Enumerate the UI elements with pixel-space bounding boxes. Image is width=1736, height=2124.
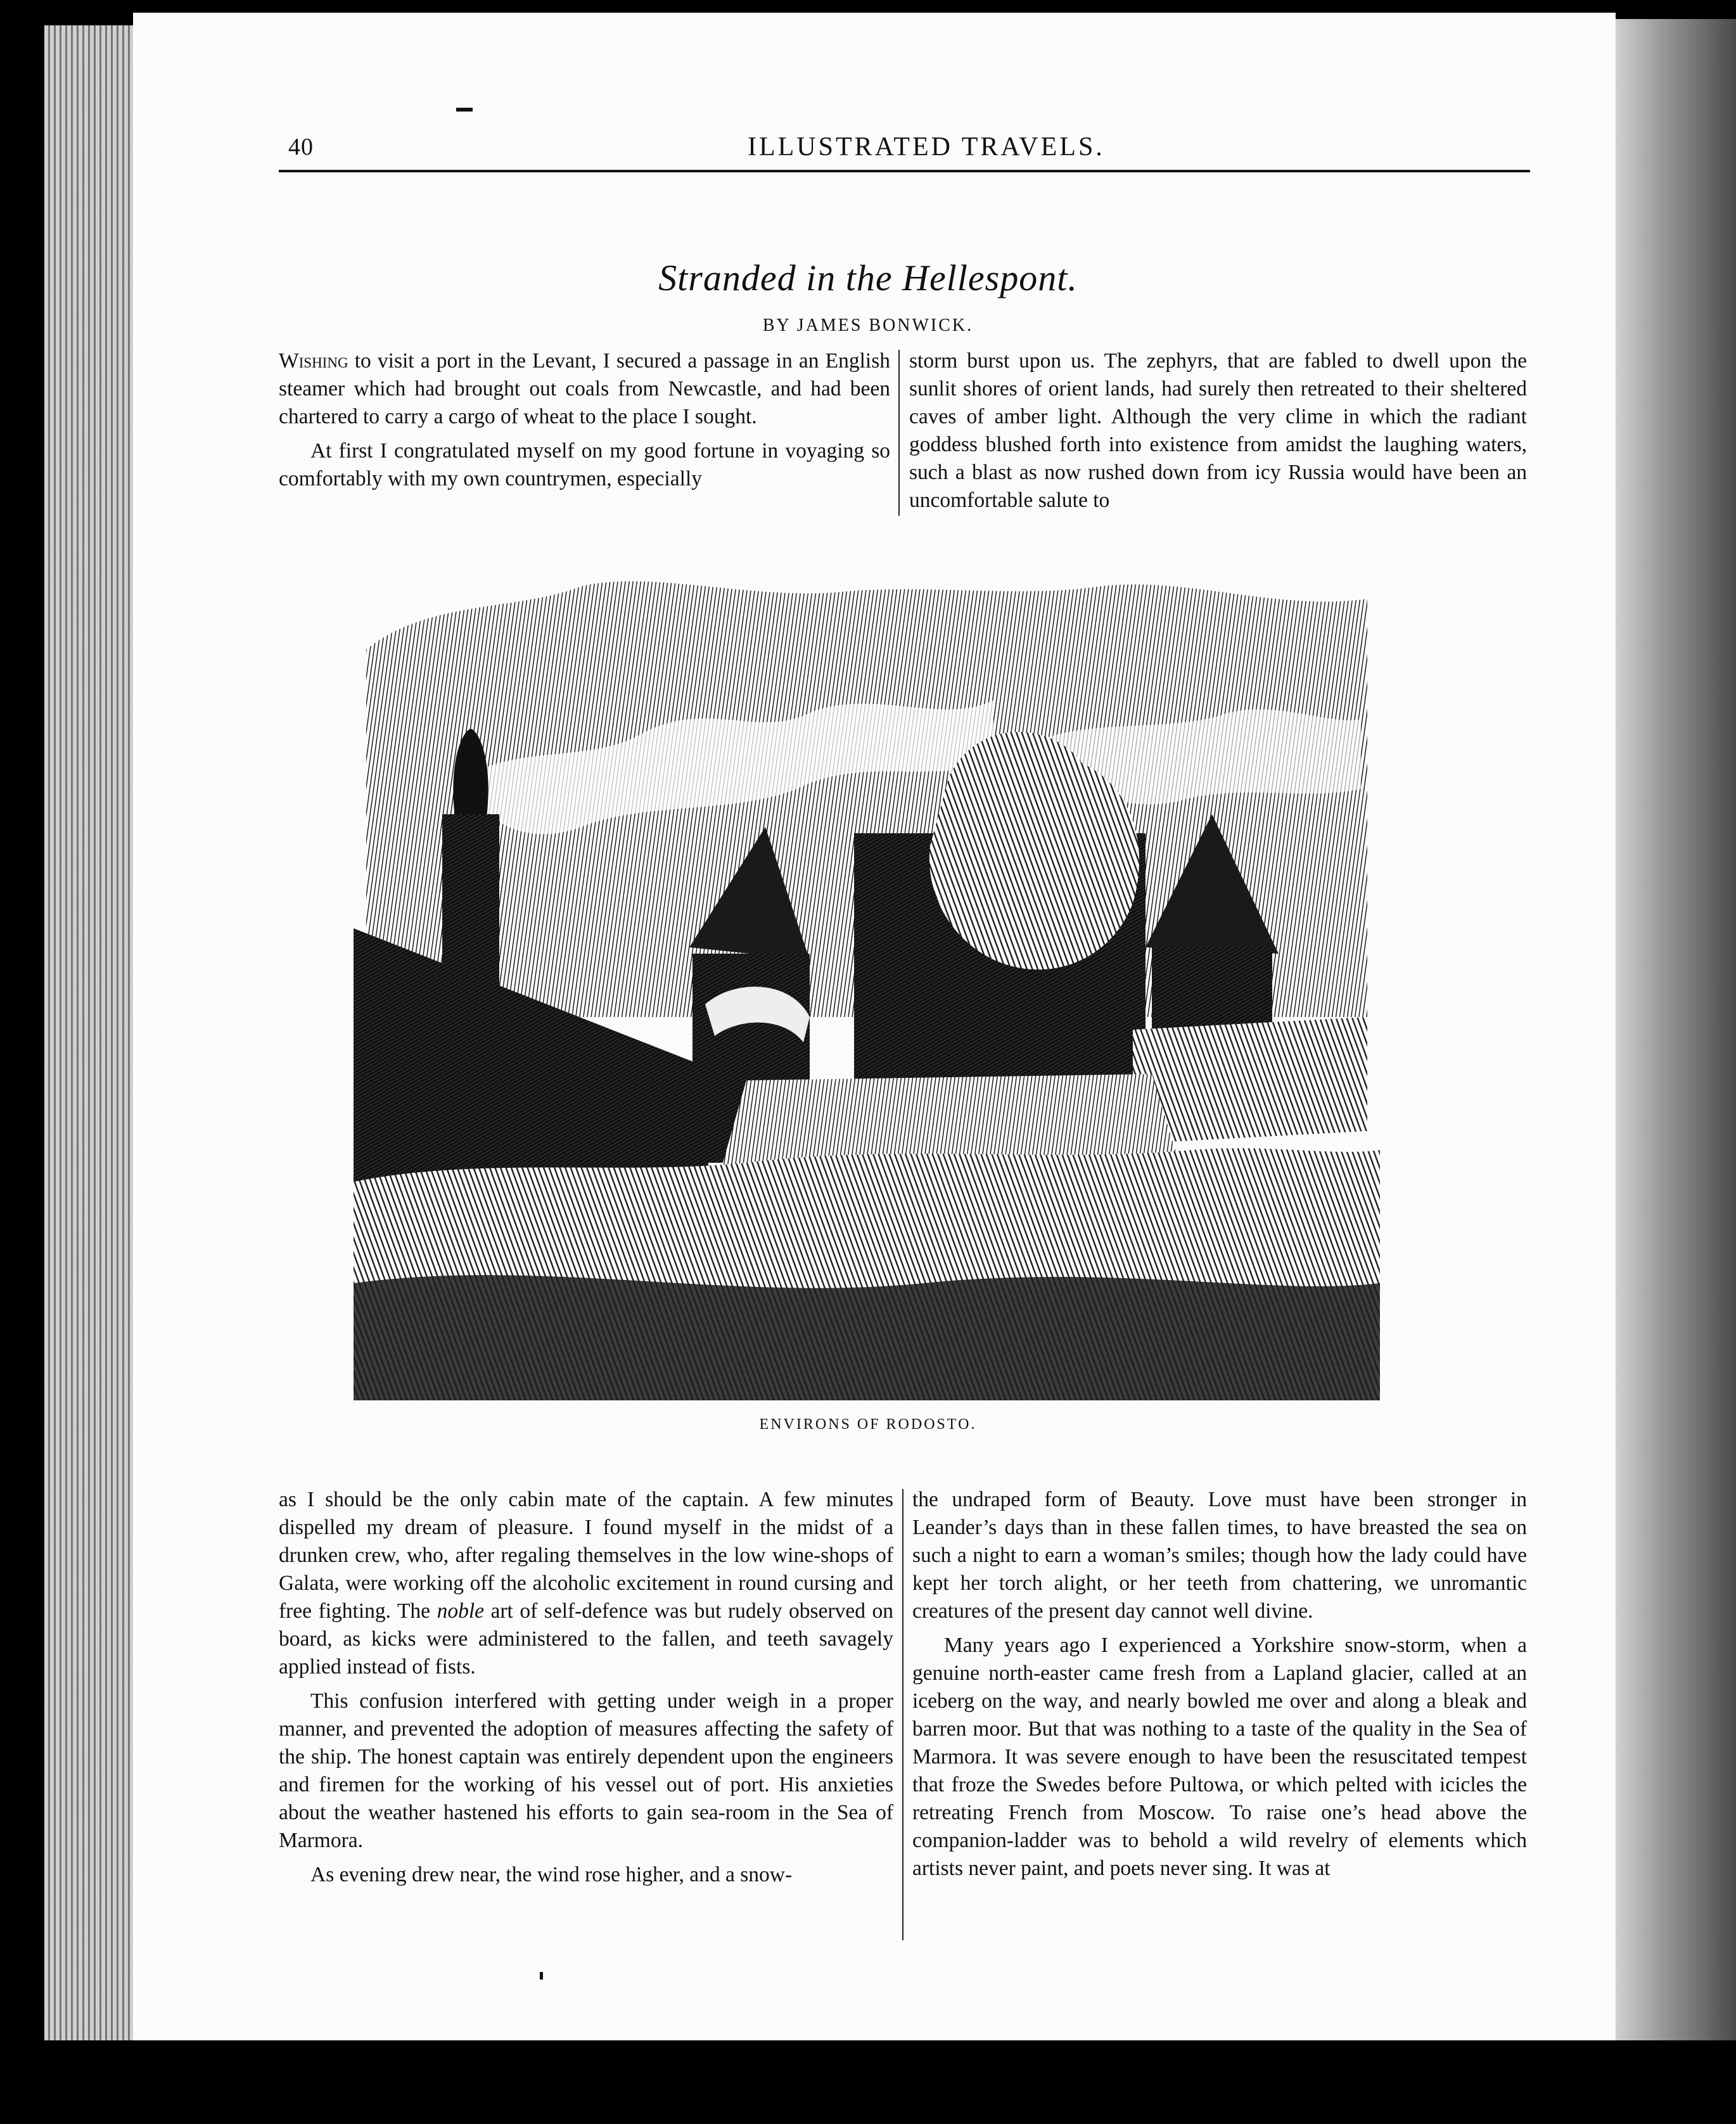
paragraph: Many years ago I experienced a Yorkshire snow-storm, when a genuine north-easter came fresh from a Lapland glacier, called at an iceberg on the way, and nearly bowled me over and along a bleak and barren moor. But that was nothing to a taste of the quality in the Sea of Marmora. It was severe enough to have been the resuscitated tempest that froze the Swedes before Pultowa, or which pelted with icicles the retreating French from Moscow. To raise one’s head above the companion-ladder was to behold a wild revelry of elements which artists never paint, and poets never sing. It was at xyxy=(912,1634,1527,1880)
upper-left-column xyxy=(279,347,890,493)
article-byline: BY JAMES BONWICK. xyxy=(762,316,974,335)
column-divider xyxy=(898,350,900,516)
minaret-shaft xyxy=(442,814,499,1074)
foreground-shadow xyxy=(354,1275,1380,1400)
running-title: ILLUSTRATED TRAVELS. xyxy=(748,132,1105,162)
page-number: 40 xyxy=(288,134,314,160)
column-divider xyxy=(902,1489,903,1940)
paragraph-text: as I should be the only cabin mate of the captain. A few minutes dispelled my dream of pleasure. I found myself in the midst of a drunken crew, who, after regaling themselves in the low wine-shops of Galata, were working off the alcoholic excitement in round cursing and free fighting. The xyxy=(279,1488,893,1623)
paragraph: This confusion interfered with getting under weigh in a proper manner, and prevented the adoption of measures affecting the safety of the ship. The honest captain was entirely dependent upon the engineers and firemen for the working of his vessel out of port. His anxieties about the weather hastened his efforts to gain sea-room in the Sea of Marmora. xyxy=(279,1689,893,1852)
paragraph-text: to visit a port in the Levant, I secured a passage in an English steamer which had brought out coals from Newcastle, and had been chartered to carry a cargo of wheat to the place I sought. xyxy=(279,349,890,428)
paragraph: the undraped form of Beauty. Love must have been stronger in Leander’s days than in these fallen times, to have breasted the sea on such a night to earn a woman’s smiles; though how the lady could have kept her torch alight, or her teeth from chattering, we unromantic creatures of the present day cannot well divine. xyxy=(912,1488,1527,1623)
paragraph: As evening drew near, the wind rose higher, and a snow- xyxy=(310,1863,793,1886)
paragraph: storm burst upon us. The zephyrs, that are fabled to dwell upon the sunlit shores of orient lands, had surely then retreated to their sheltered caves of amber light. Although the very clime in which the radiant goddess blushed forth into existence from amidst the laughing waters, such a blast as now rushed down from icy Russia would have been an uncomfortable salute to xyxy=(909,349,1527,512)
right-ruin xyxy=(1133,1017,1367,1144)
italic-word: noble xyxy=(437,1599,484,1623)
header-rule xyxy=(279,170,1530,172)
article-title: Stranded in the Hellespont. xyxy=(658,257,1078,298)
paragraph xyxy=(279,347,890,431)
paragraph xyxy=(279,1486,893,1681)
upper-right-column xyxy=(909,347,1527,515)
lower-right-column xyxy=(912,1486,1527,1883)
ink-speck xyxy=(540,1972,543,1980)
engraving-environs-of-rodosto xyxy=(354,573,1380,1400)
illustration-caption: ENVIRONS OF RODOSTO. xyxy=(759,1416,977,1433)
paragraph-text: art of self-defence was but rudely observed on board, as kicks were administered to the fallen, and teeth savagely applied instead of fists. xyxy=(279,1599,894,1679)
lower-left-column xyxy=(279,1486,893,1889)
drop-word: Wishing xyxy=(279,349,348,373)
ink-speck xyxy=(456,108,473,112)
paragraph: At first I congratulated myself on my good fortune in voyaging so comfortably with my own countrymen, especially xyxy=(279,439,890,490)
